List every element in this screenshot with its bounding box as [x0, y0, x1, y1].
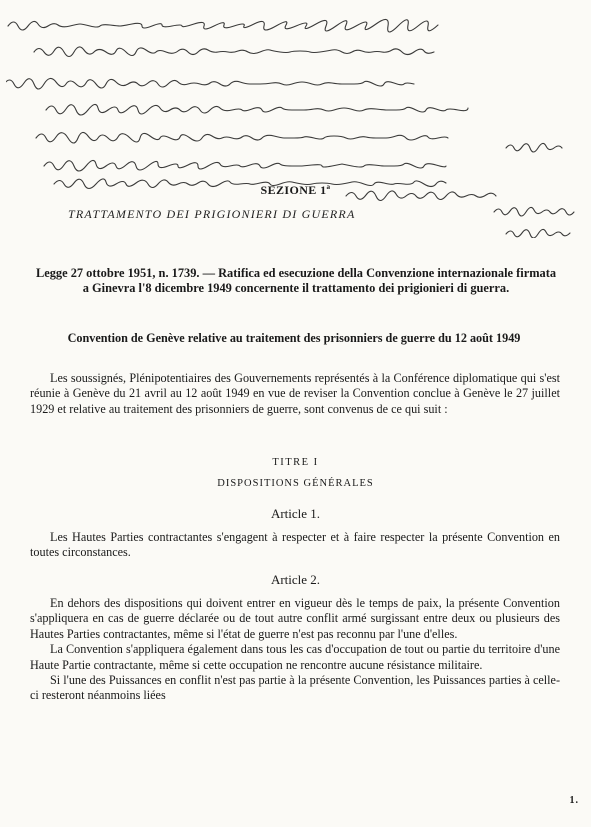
- preamble: [30, 371, 560, 417]
- convention-title: Convention de Genève relative au traitement des prisonniers de guerre du 12 août 1949: [67, 331, 521, 345]
- article-2-body: [30, 596, 560, 704]
- handwritten-annotations: [6, 6, 586, 238]
- article-2-paragraph-3: Si l'une des Puissances en conflit n'est pas partie à la présente Convention, les Puissances parties à celle-ci resteront néanmoins liées: [30, 673, 560, 703]
- article-1-body: [30, 530, 560, 561]
- article-2-heading: Article 2.: [270, 572, 321, 587]
- preamble-paragraph: Les soussignés, Plénipotentiaires des Gouvernements représentés à la Conférence diplomatique qui s'est réunie à Genève du 21 avril au 12 août 1949 en vue de reviser la Convention conclue à Genève le 27 juillet 1929 et relative au traitement des prisonniers de guerre, sont convenus de ce qui suit :: [30, 371, 560, 416]
- article-2-paragraph-1: En dehors des dispositions qui doivent entrer en vigueur dès le temps de paix, la présente Convention s'appliquera en cas de guerre déclarée ou de tout autre conflit armé surgissant entre deux ou plusieurs des Hautes Parties contractantes, même si l'état de guerre n'est pas reconnu par l'une d'elles.: [30, 596, 560, 641]
- article-1-heading: Article 1.: [270, 506, 321, 521]
- article-2-paragraph-2: La Convention s'appliquera également dans tous les cas d'occupation de tout ou partie du territoire d'une Haute Partie contractante, même si cette occupation ne rencontre aucune résistance militaire.: [30, 642, 560, 672]
- section-heading: SEZIONE 1ª: [260, 183, 331, 197]
- titre-subtitle: DISPOSITIONS GÉNÉRALES: [217, 478, 374, 489]
- handwritten-notes-image: [6, 6, 586, 238]
- footer-mark: 1.: [569, 795, 579, 806]
- titre-label: TITRE I: [272, 457, 319, 468]
- section-title: TRATTAMENTO DEI PRIGIONIERI DI GUERRA: [68, 207, 356, 221]
- law-title: Legge 27 ottobre 1951, n. 1739. — Ratifica ed esecuzione della Convenzione internazionale firmata a Ginevra l'8 dicembre 1949 concernente il trattamento dei prigionieri di guerra.: [35, 266, 557, 295]
- article-1-paragraph: Les Hautes Parties contractantes s'engagent à respecter et à faire respecter la présente Convention en toutes circonstances.: [30, 530, 560, 560]
